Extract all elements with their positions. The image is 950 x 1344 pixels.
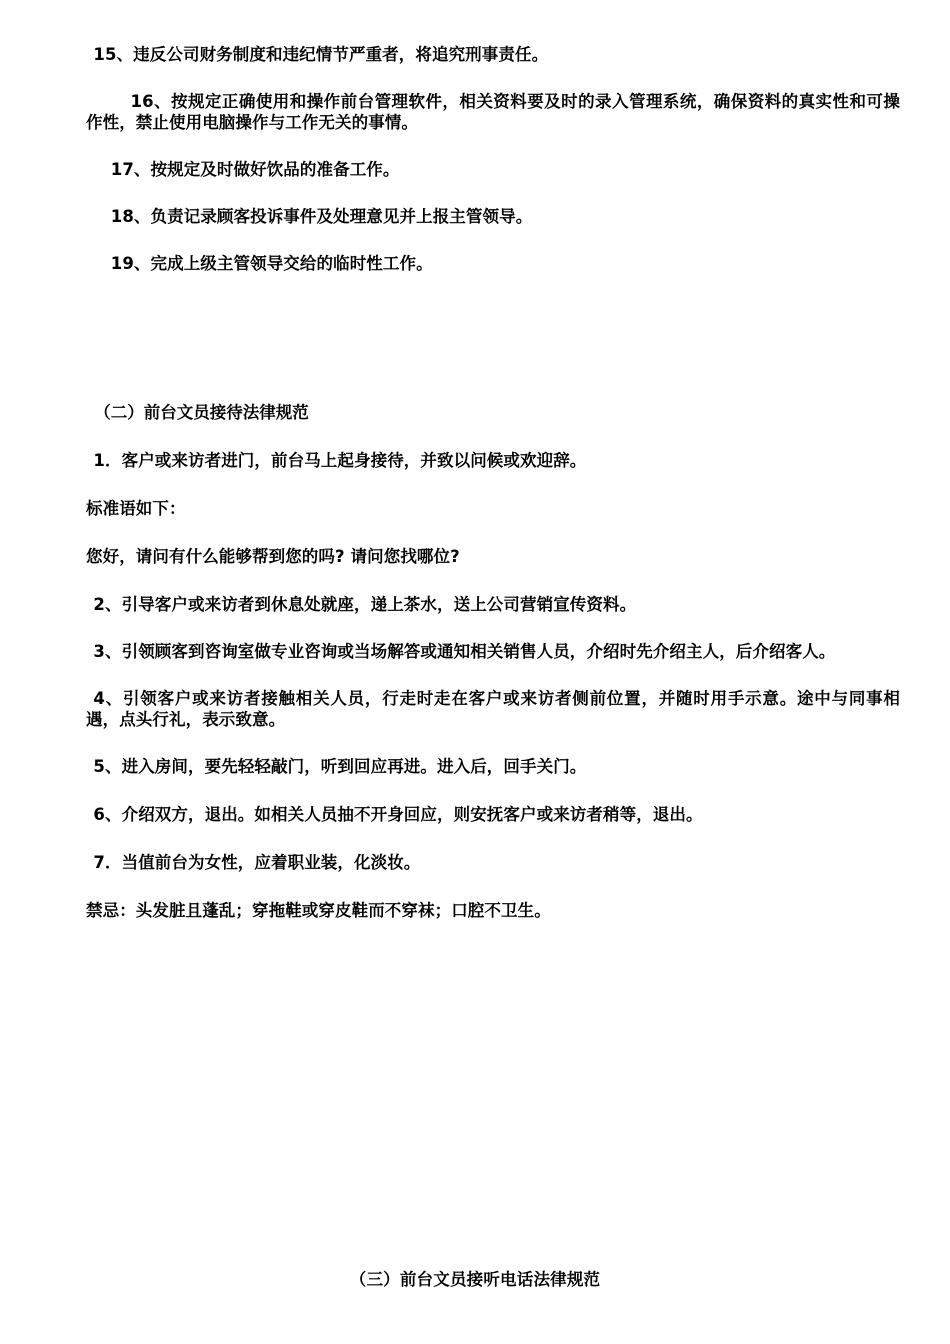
section-three-heading: （三）前台文员接听电话法律规范: [349, 1269, 601, 1289]
reception-item-6: 6、介绍双方，退出。如相关人员抽不开身回应，则安抚客户或来访者稍等，退出。: [93, 805, 703, 824]
document-body: [86, 44, 900, 921]
duty-item-17: 17、按规定及时做好饮品的准备工作。: [110, 160, 400, 179]
standard-phrase-label: 标准语如下：: [86, 499, 186, 518]
duty-item-15: 15、违反公司财务制度和违纪情节严重者，将追究刑事责任。: [93, 45, 549, 64]
reception-item-4: 4、引领客户或来访者接触相关人员，行走时走在客户或来访者侧前位置，并随时用手示意。途中与同事相遇，点头行礼，表示致意。: [86, 689, 900, 729]
reception-item-3: 3、引领顾客到咨询室做专业咨询或当场解答或通知相关销售人员，介绍时先介绍主人，后介绍客人。: [93, 642, 836, 661]
reception-item-1: 1．客户或来访者进门，前台马上起身接待，并致以问候或欢迎辞。: [93, 451, 587, 470]
reception-item-5: 5、进入房间，要先轻轻敲门，听到回应再进。进入后，回手关门。: [93, 757, 587, 776]
reception-taboo-note: 禁忌：头发脏且蓬乱；穿拖鞋或穿皮鞋而不穿袜；口腔不卫生。: [86, 901, 551, 920]
duty-item-16: 16、按规定正确使用和操作前台管理软件，相关资料要及时的录入管理系统，确保资料的真实性和可操作性，禁止使用电脑操作与工作无关的事情。: [86, 92, 900, 132]
reception-item-2: 2、引导客户或来访者到休息处就座，递上茶水，送上公司营销宣传资料。: [93, 595, 637, 614]
section-two-heading: （二）前台文员接待法律规范: [94, 403, 309, 422]
duty-item-18: 18、负责记录顾客投诉事件及处理意见并上报主管领导。: [110, 207, 533, 226]
reception-item-7: 7．当值前台为女性，应着职业装，化淡妆。: [93, 853, 421, 872]
section-spacer: [86, 274, 900, 402]
standard-phrase-text: 您好，请问有什么能够帮到您的吗? 请问您找哪位?: [86, 547, 460, 566]
duty-item-19: 19、完成上级主管领导交给的临时性工作。: [110, 254, 433, 273]
